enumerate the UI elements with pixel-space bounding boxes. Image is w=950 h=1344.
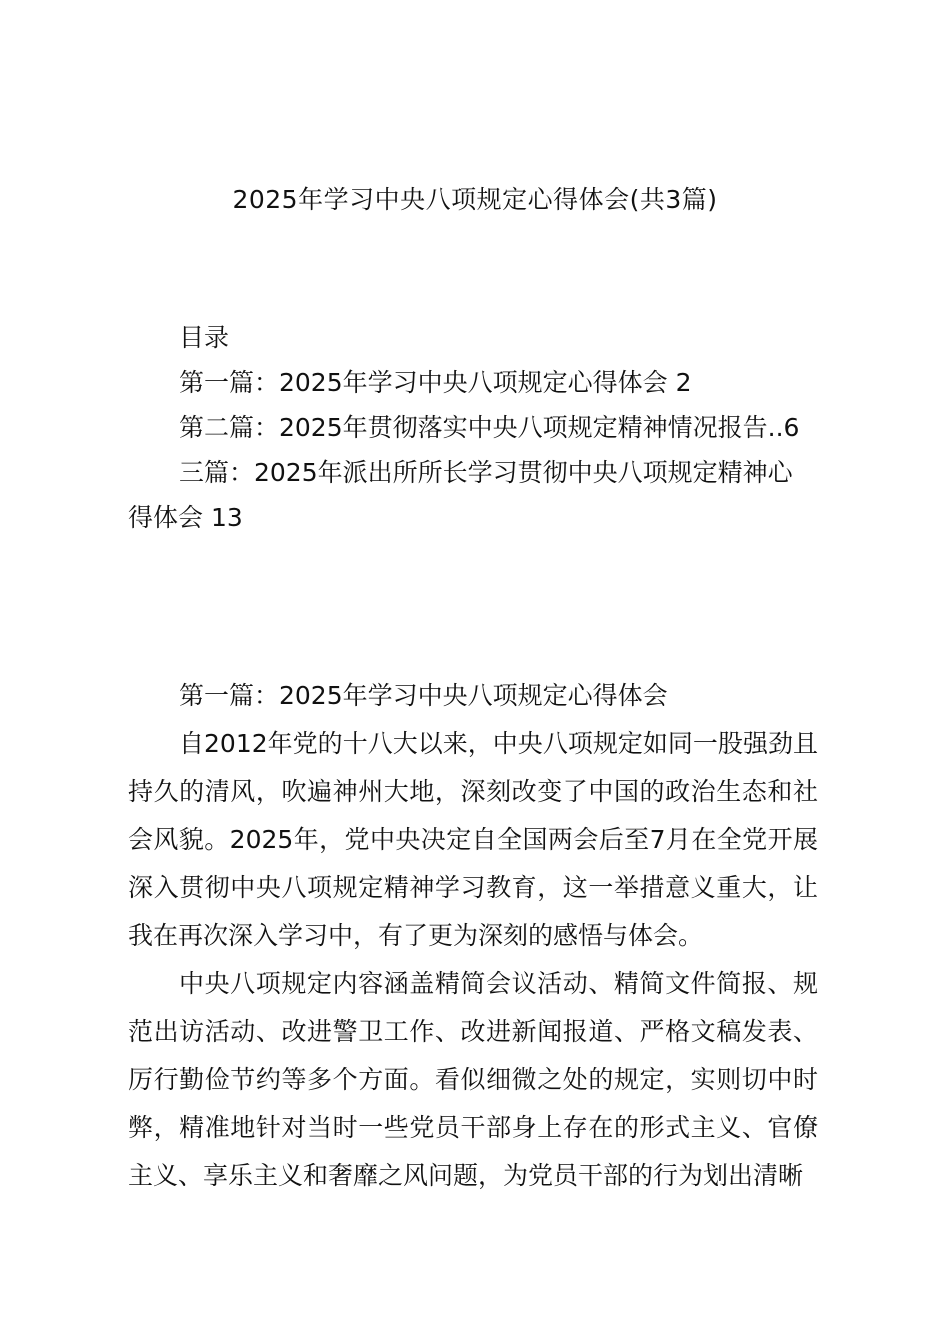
toc-entry-3[interactable]: 三篇：2025年派出所所长学习贯彻中央八项规定精神心 — [179, 458, 793, 487]
article-paragraph-2: 中央八项规定内容涵盖精简会议活动、精简文件简报、规范出访活动、改进警卫工作、改进新闻报道、严格文稿发表、厉行勤俭节约等多个方面。看似细微之处的规定，实则切中时弊，精准地针对当时一些党员干部身上存在的形式主义、官僚主义、享乐主义和奢靡之风问题，为党员干部的行为划出清晰 — [128, 969, 818, 1190]
toc-entry-2[interactable]: 第二篇：2025年贯彻落实中央八项规定精神情况报告..6 — [179, 413, 800, 442]
document-title: 2025年学习中央八项规定心得体会(共3篇) — [232, 185, 718, 214]
toc-entry-3-continued[interactable]: 得体会 13 — [128, 503, 243, 532]
article-body — [128, 672, 818, 1200]
toc-entry-1[interactable]: 第一篇：2025年学习中央八项规定心得体会 2 — [179, 368, 692, 397]
article-heading: 第一篇：2025年学习中央八项规定心得体会 — [179, 681, 668, 710]
toc-heading: 目录 — [179, 323, 230, 352]
table-of-contents — [128, 315, 818, 540]
article-paragraph-1: 自2012年党的十八大以来，中央八项规定如同一股强劲且持久的清风，吹遍神州大地，深刻改变了中国的政治生态和社会风貌。2025年，党中央决定自全国两会后至7月在全党开展深入贯彻中央八项规定精神学习教育，这一举措意义重大，让我在再次深入学习中，有了更为深刻的感悟与体会。 — [128, 729, 818, 950]
